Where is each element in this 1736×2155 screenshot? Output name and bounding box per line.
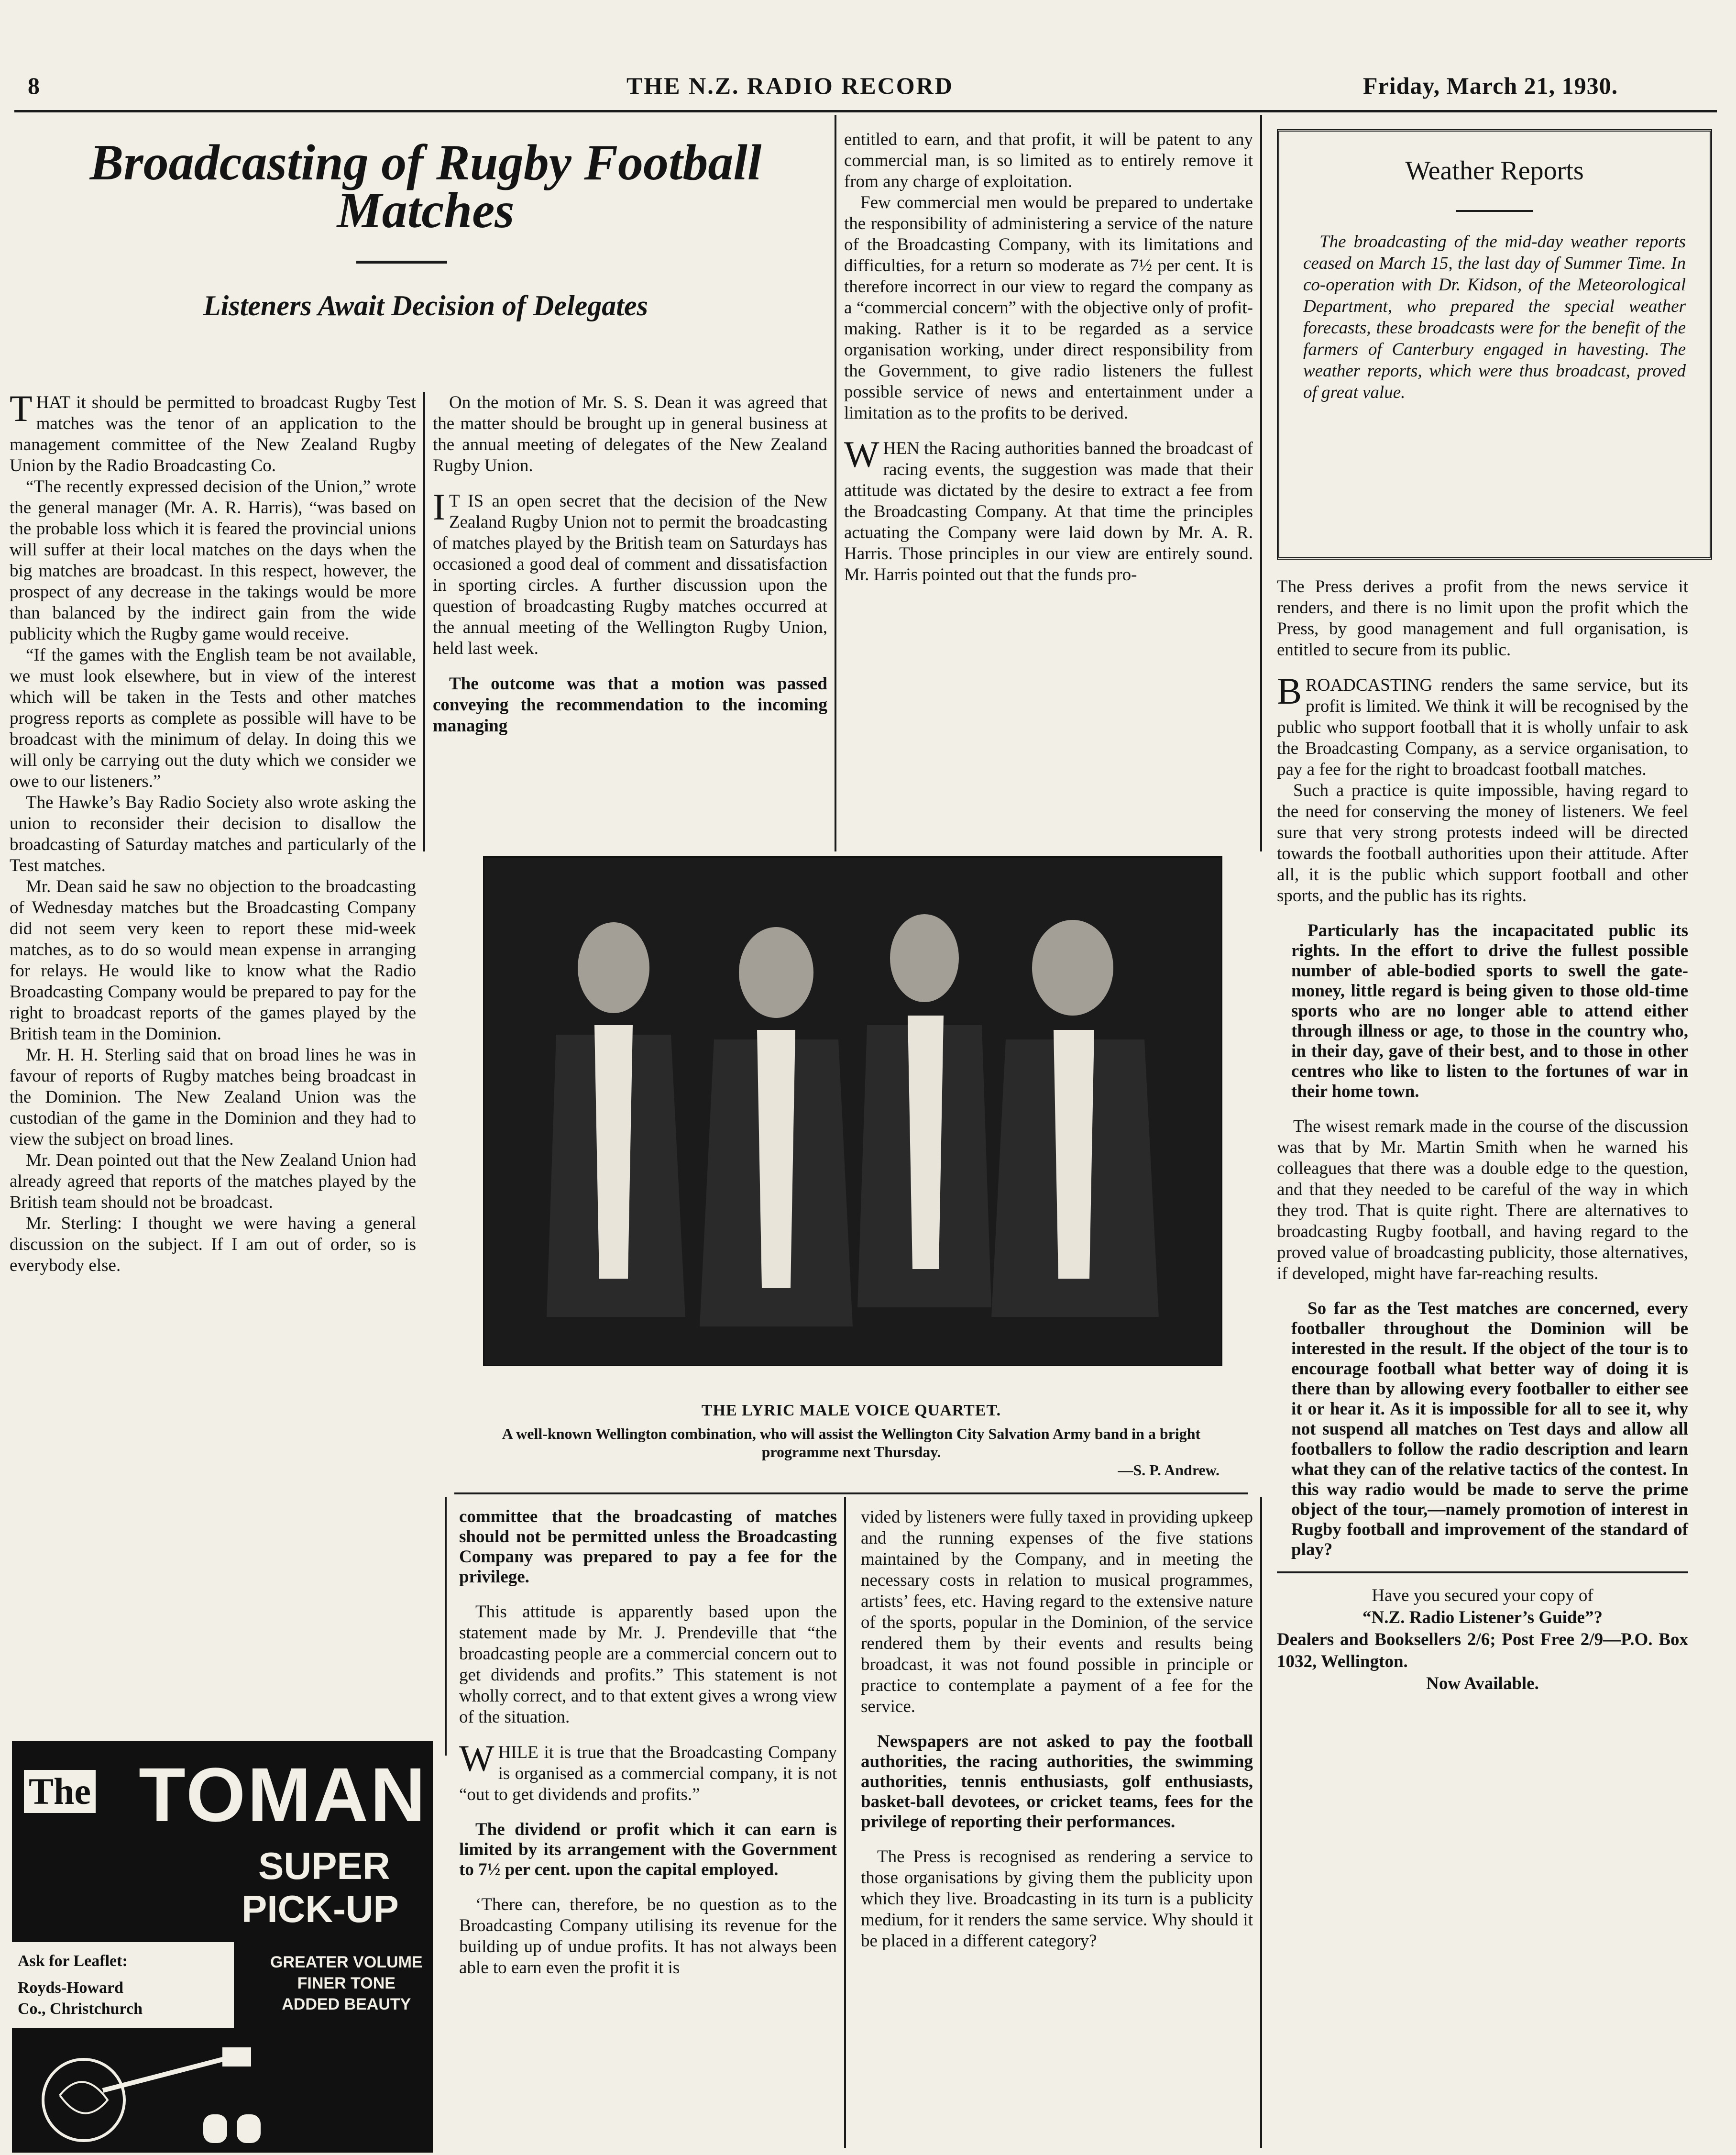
photo-credit: —S. P. Andrew.	[1118, 1461, 1220, 1479]
col4-para-5: The wisest remark made in the course of the discussion was that by Mr. Martin Smith when he warned his colleagues that there was a double edge to the question, and that they needed to be careful of the way in which they trod. That is quite right. There are alternatives to broadcasting Rugby football, and having regard to the proved value of broadcasting publicity, those alternatives, if developed, might have far-reaching results.	[1277, 1116, 1688, 1283]
col1-para-5: Mr. Dean said he saw no objection to the broadcasting of Wednesday matches but the Broadcasting Company did not seem very keen to report these mid-week matches, as to do so would mean expense in arranging for relays. He would like to know what the Radio Broadcasting Company would be prepared to pay for the right to broadcast reports of the games played by the British team in the Dominion.	[10, 877, 416, 1044]
advert-the: The	[24, 1770, 96, 1813]
col2-para-8: ‘There can, therefore, be no question as to the Broadcasting Company utilising its revenue for the building up of undue profits. It has not always been able to earn even the profit it is	[459, 1895, 837, 1978]
column-rule-2	[835, 115, 836, 851]
guide-notice	[1277, 1585, 1688, 1695]
toman-advert	[12, 1741, 433, 2153]
masthead: THE N.Z. RADIO RECORD	[626, 72, 954, 99]
col3-para-4: vided by listeners were fully taxed in providing upkeep and the running expenses of the five stations maintained by the Company, and in meeting the necessary costs in relation to musical programmes, artists’ fees, etc. Having regard to the extensive nature of the sports, popular in the Dominion, of the service rendered them by their events and results being broadcast, it was not found possible in principle or practice to contemplate a payment of a fee for the service.	[861, 1507, 1253, 1716]
issue-date: Friday, March 21, 1930.	[1363, 72, 1618, 99]
column-4	[1277, 576, 1688, 1695]
column-3-upper	[844, 129, 1253, 586]
col4-para-3: Such a practice is quite impossible, having regard to the need for conserving the money of listeners. We feel sure that very strong protests indeed will be directed towards the football authorities upon their attitude. After all, it is the public which support football and other sports, and the public has its rights.	[1277, 781, 1688, 906]
column-2-lower	[459, 1507, 837, 1978]
col3-para-2: Few commercial men would be prepared to undertake the responsibility of administering a service of the nature of the Broadcasting Company, with its limitations and difficulties, for a return so moderate as 7½ per cent. It is therefore incorrect in our view to regard the company as a “commercial concern” with the objective only of profit-making. Rather is it to be regarded as a service organisation working, under direct responsibility from the Government, to give radio listeners the fullest possible service of news and entertainment under a limitation as to the profits to be derived.	[844, 193, 1253, 423]
col3-para-5: Newspapers are not asked to pay the football authorities, the racing authorities, the swimming authorities, tennis enthusiasts, golf enthusiasts, basket-ball devotees, or cricket teams, fees for the privilege of reporting their performances.	[861, 1732, 1253, 1832]
title-rule	[356, 261, 447, 264]
column-rule-1	[423, 392, 425, 851]
article-title	[19, 134, 832, 238]
col1-para-8: Mr. Sterling: I thought we were having a general discussion on the subject. If I am out of order, so is everybody else.	[10, 1214, 416, 1275]
col2-para-7: The dividend or profit which it can earn is limited by its arrangement with the Government to 7½ per cent. upon the capital employed.	[459, 1820, 837, 1879]
photo-caption	[469, 1402, 1234, 1479]
weather-title: Weather Reports	[1405, 156, 1584, 186]
col4-para-1: The Press derives a profit from the news service it renders, and there is no limit upon the profit which the Press, by good management and full organisation, is entitled to secure from its public.	[1277, 577, 1688, 660]
col4-para-6: So far as the Test matches are concerned, every footballer throughout the Dominion will be interested in the result. If the object of the tour is to encourage football what better way of doing it is there than by allowing every footballer to either see it or hear it. As it is impossible for all to see it, why not suspend all matches on Test days and allow all footballers to follow the radio description and learn what they can of the relative tactics of the contest. In this way radio would be made to serve the prime object of the tour,—namely promotion of interest in Rugby football and improvement of the standard of play?	[1291, 1299, 1688, 1559]
col1-para-1: THAT it should be permitted to broadcast Rugby Test matches was the tenor of an application to the management committee of the New Zealand Rugby Union by the Radio Broadcasting Co.	[10, 387, 416, 475]
col2-para-1: On the motion of Mr. S. S. Dean it was agreed that the matter should be brought up in general business at the annual meeting of delegates of the New Zealand Rugby Union.	[433, 393, 827, 475]
guide-line-1: Have you secured your copy of	[1372, 1586, 1593, 1605]
column-rule-lower-3	[445, 1497, 447, 1756]
advert-feature-1: GREATER VOLUME	[270, 1953, 423, 1971]
page-number: 8	[28, 72, 41, 99]
col4-para-4: Particularly has the incapacitated public its rights. In the effort to drive the fullest possible number of able-bodied sports to swell the gate-money, little regard is being given to those old-time sports who are no longer able to attend either through illness or age, to those in the country who, in their day, gave of their best, and to those in other centres who like to listen to the fortunes of war in their home town.	[1291, 921, 1688, 1101]
column-1	[10, 387, 416, 1276]
col2-para-3: The outcome was that a motion was passed conveying the recommendation to the incoming managing	[433, 674, 827, 736]
advert-dealer-2: Co., Christchurch	[18, 2000, 143, 2018]
weather-rule	[1456, 210, 1533, 212]
col3-para-3: WHEN the Racing authorities banned the broadcast of racing events, the suggestion was made that their attitude was dictated by the desire to extract a fee from the Broadcasting Company. At that time the principles actuating the Company were laid down by Mr. A. R. Harris. Those principles in our view are entirely sound. Mr. Harris pointed out that the funds pro-	[844, 433, 1253, 585]
header-rule	[14, 110, 1717, 112]
advert-feature-2: FINER TONE	[297, 1974, 396, 1992]
col1-para-6: Mr. H. H. Sterling said that on broad lines he was in favour of reports of Rugby matches being broadcast in the Dominion. The New Zealand Union was the custodian of the game in the Dominion and they had to view the subject on broad lines.	[10, 1045, 416, 1149]
col2-para-5: This attitude is apparently based upon the statement made by Mr. J. Prendeville that “the broadcasting people are a commercial concern out to get dividends and profits.” This statement is not wholly correct, and to that extent gives a wrong view of the situation.	[459, 1602, 837, 1727]
advert-dealer-1: Royds-Howard	[18, 1979, 124, 1997]
dropcap: T	[10, 387, 33, 429]
caption-title: THE LYRIC MALE VOICE QUARTET.	[701, 1402, 1001, 1419]
dropcap: W	[844, 433, 879, 475]
weather-body: The broadcasting of the mid-day weather reports ceased on March 15, the last day of Summer Time. In co-operation with Dr. Kidson, of the Meteorological Department, who prepared the special weather forecasts, these broadcasts were for the benefit of the farmers of Canterbury engaged in havesting. The weather reports, which were thus broadcast, proved of great value.	[1303, 232, 1686, 402]
col1-para-3: “If the games with the English team be not available, we must look elsewhere, but in view of the interest which will be taken in the Tests and other matches progress reports as complete as possible will have to be broadcast with the minimum of delay. In doing this we will only be carrying out the duty which we consider we owe to our listeners.”	[10, 645, 416, 791]
col4-para-2: BROADCASTING renders the same service, but its profit is limited. We think it will be recognised by the public who support football that it is wholly unfair to ask the Broadcasting Company, as a service organisation, to pay a fee for the right to broadcast football matches.	[1277, 670, 1688, 779]
weather-reports-box	[1277, 129, 1712, 560]
column-2-upper	[433, 392, 827, 737]
advert-features	[270, 1952, 423, 2015]
guide-line-3: Dealers and Booksellers 2/6; Post Free 2/9—P.O. Box 1032, Wellington.	[1277, 1630, 1688, 1671]
dropcap: W	[459, 1737, 494, 1779]
col3-para-6: The Press is recognised as rendering a service to those organisations by giving them the publicity upon which they live. Broadcasting in its turn is a publicity medium, for it renders the same service. Why should it be placed in a different category?	[861, 1847, 1253, 1951]
pickup-illustration	[31, 2038, 270, 2148]
title-line-2: Matches	[337, 182, 515, 238]
column-rule-lower-2	[1260, 1497, 1262, 2148]
column-rule-lower-1	[844, 1497, 846, 2148]
article-subtitle: Listeners Await Decision of Delegates	[203, 290, 648, 321]
guide-rule	[1277, 1571, 1688, 1573]
col2-para-6: WHILE it is true that the Broadcasting Company is organised as a commercial company, it is not “out to get dividends and profits.”	[459, 1737, 837, 1804]
col1-para-4: The Hawke’s Bay Radio Society also wrote asking the union to reconsider their decision to disallow the broadcasting of Saturday matches and particularly of the Test matches.	[10, 793, 416, 875]
col1-para-7: Mr. Dean pointed out that the New Zealand Union had already agreed that reports of the matches played by the British team should not be broadcast.	[10, 1150, 416, 1212]
col1-para-2: “The recently expressed decision of the Union,” wrote the general manager (Mr. A. R. Harris), “was based on the probable loss which it is feared the provincial unions will suffer at their local matches on the days when the big matches are broadcast. In this respect, however, the prospect of any decrease in the takings would be more than balanced by the indirect gain from the wide publicity which the Rugby game would receive.	[10, 477, 416, 644]
advert-line-2: PICK-UP	[242, 1888, 399, 1930]
dropcap: B	[1277, 670, 1302, 712]
advert-leaflet	[12, 1942, 234, 2028]
advert-line-1: SUPER	[258, 1845, 390, 1887]
caption-body: A well-known Wellington combination, who will assist the Wellington City Salvation Army band in a bright programme next Thursday.	[502, 1425, 1201, 1460]
advert-leaflet-label: Ask for Leaflet:	[18, 1952, 128, 1970]
column-rule-3	[1260, 115, 1262, 851]
photo-image	[484, 858, 1221, 1365]
quartet-photo	[483, 856, 1222, 1366]
advert-brand: TOMAN	[139, 1752, 428, 1837]
col3-para-1: entitled to earn, and that profit, it will be patent to any commercial man, is so limited as to entirely remove it from any charge of exploitation.	[844, 130, 1253, 191]
guide-line-4: Now Available.	[1426, 1674, 1539, 1693]
advert-feature-3: ADDED BEAUTY	[282, 1995, 411, 2013]
col2-para-4: committee that the broadcasting of matches should not be permitted unless the Broadcasting Company was prepared to pay a fee for the privilege.	[459, 1507, 837, 1587]
dropcap: I	[433, 486, 445, 528]
title-line-1: Broadcasting of Rugby Football	[89, 134, 762, 190]
guide-line-2: “N.Z. Radio Listener’s Guide”?	[1362, 1608, 1603, 1627]
caption-rule	[454, 1492, 1248, 1494]
column-3-lower	[861, 1507, 1253, 1952]
col2-para-2: I T IS an open secret that the decision of the New Zealand Rugby Union not to permit the broadcasting of matches played by the British team on Saturdays has occasioned a good deal of comment and dissatisfaction in sporting circles. A further discussion upon the question of broadcasting Rugby matches occurred at the annual meeting of the Wellington Rugby Union, held last week.	[433, 486, 827, 658]
